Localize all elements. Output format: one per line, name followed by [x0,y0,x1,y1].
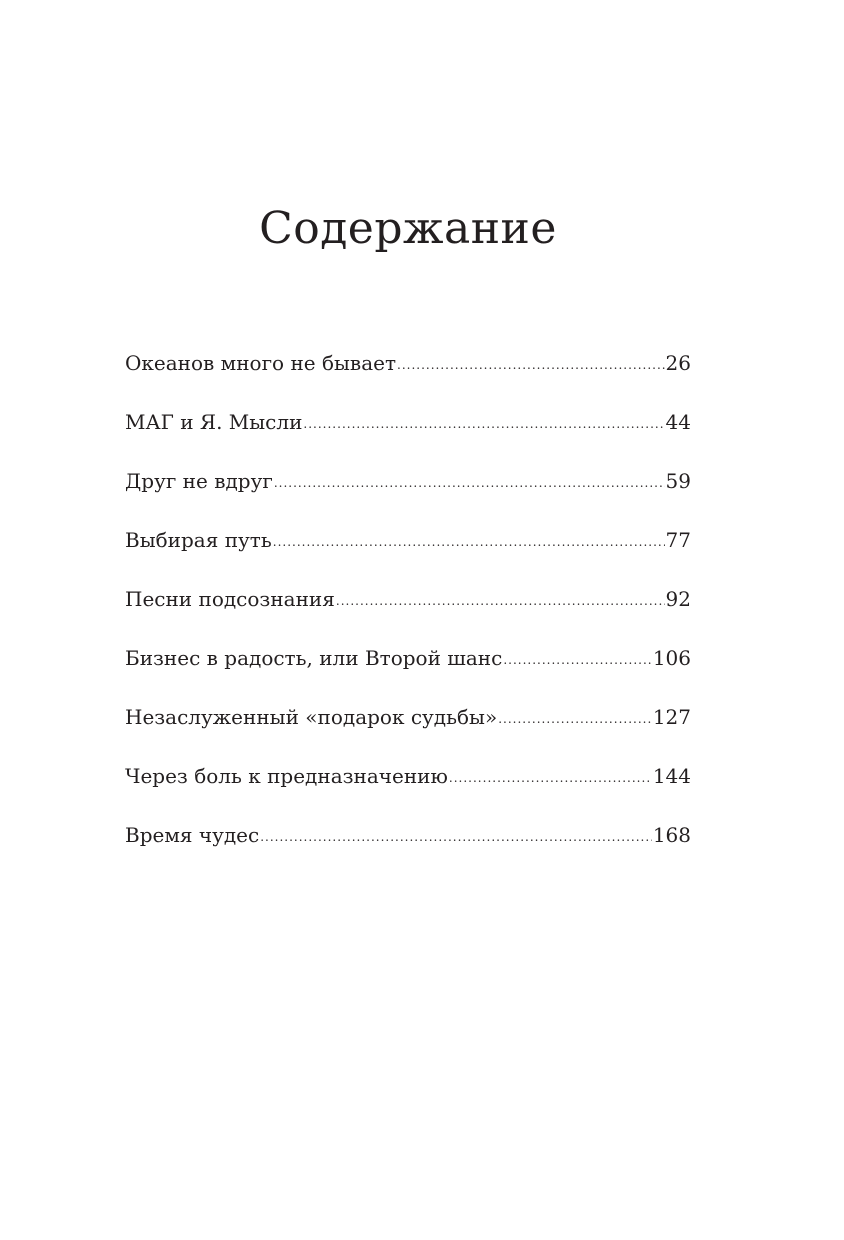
toc-entry-title: Время чудес [125,823,260,847]
toc-entry [125,760,691,819]
toc-entry [125,347,691,406]
toc-dot-leader [336,582,665,617]
toc-dot-leader [273,523,665,558]
toc-dot-leader [274,464,665,499]
toc-dot-leader [397,346,665,381]
toc-dot-leader [260,818,652,853]
toc-entry-title: МАГ и Я. Мысли [125,410,303,434]
toc-entry-title: Песни подсознания [125,587,335,611]
toc-entry-title: Друг не вдруг [125,469,273,493]
toc-entry [125,701,691,760]
toc-dot-leader [503,641,651,676]
toc-entry-page: 168 [652,823,691,847]
table-of-contents [125,347,691,878]
page-title: Содержание [259,203,557,254]
toc-entry-page: 77 [665,528,691,552]
toc-entry-title: Выбирая путь [125,528,272,552]
toc-entry-page: 26 [665,351,691,375]
toc-entry-page: 44 [665,410,691,434]
toc-entry [125,465,691,524]
toc-entry [125,406,691,465]
toc-entry-page: 144 [652,764,691,788]
toc-entry [125,583,691,642]
toc-dot-leader [449,759,652,794]
toc-entry-page: 106 [652,646,691,670]
toc-dot-leader [303,405,664,440]
toc-entry-page: 92 [665,587,691,611]
toc-dot-leader [498,700,652,735]
toc-entry-title: Бизнес в радость, или Второй шанс [125,646,503,670]
toc-entry-page: 59 [665,469,691,493]
toc-entry [125,819,691,878]
toc-entry-page: 127 [652,705,691,729]
toc-entry-title: Океанов много не бывает [125,351,397,375]
toc-entry-title: Через боль к предназначению [125,764,448,788]
toc-entry-title: Незаслуженный «подарок судьбы» [125,705,498,729]
toc-entry [125,642,691,701]
toc-entry [125,524,691,583]
